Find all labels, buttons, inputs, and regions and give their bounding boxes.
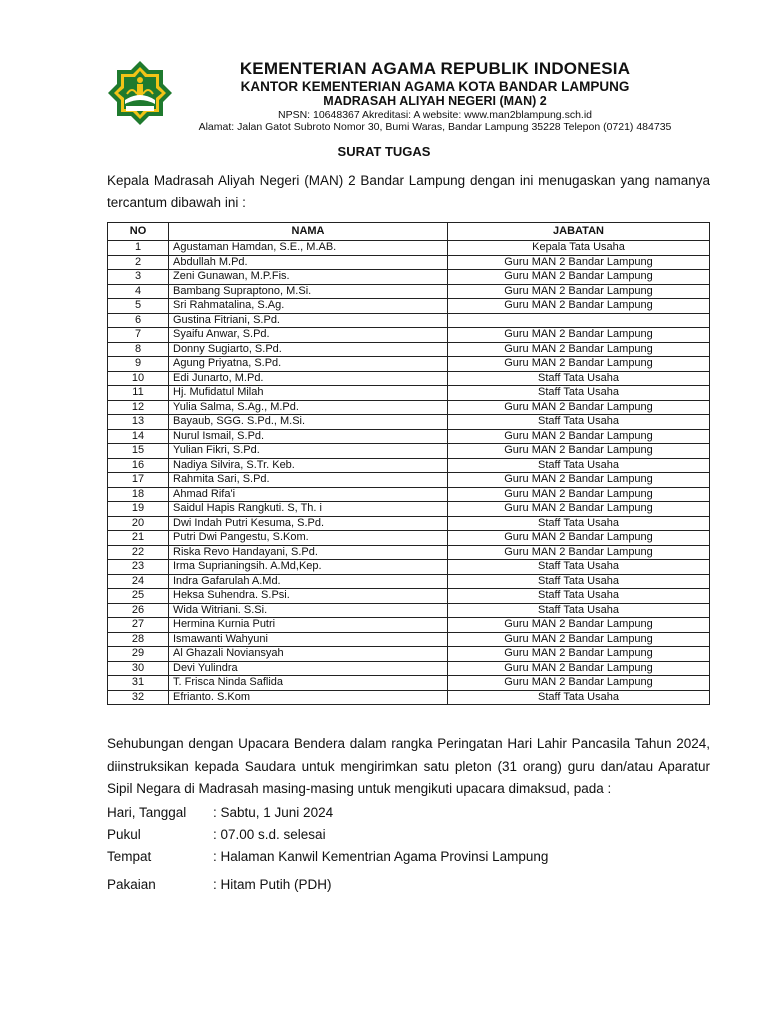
- cell-no: 14: [108, 429, 169, 444]
- cell-no: 13: [108, 415, 169, 430]
- table-row: [108, 502, 710, 517]
- cell-jabatan: Guru MAN 2 Bandar Lampung: [448, 357, 710, 372]
- cell-nama: Gustina Fitriani, S.Pd.: [169, 313, 448, 328]
- cell-jabatan: Guru MAN 2 Bandar Lampung: [448, 270, 710, 285]
- cell-no: 4: [108, 284, 169, 299]
- cell-no: 30: [108, 661, 169, 676]
- cell-nama: Donny Sugiarto, S.Pd.: [169, 342, 448, 357]
- cell-jabatan: Staff Tata Usaha: [448, 589, 710, 604]
- cell-jabatan: Guru MAN 2 Bandar Lampung: [448, 545, 710, 560]
- letterhead-address: Alamat: Jalan Gatot Subroto Nomor 30, Bumi Waras, Bandar Lampung 35228 Telepon (0721) 484735: [198, 121, 672, 133]
- cell-nama: Yulian Fikri, S.Pd.: [169, 444, 448, 459]
- detail-value: : Halaman Kanwil Kementrian Agama Provinsi Lampung: [213, 849, 549, 864]
- table-row: [108, 661, 710, 676]
- cell-nama: Hermina Kurnia Putri: [169, 618, 448, 633]
- cell-jabatan: Guru MAN 2 Bandar Lampung: [448, 444, 710, 459]
- table-row: [108, 647, 710, 662]
- cell-nama: Wida Witriani. S.Si.: [169, 603, 448, 618]
- cell-jabatan: Staff Tata Usaha: [448, 371, 710, 386]
- cell-jabatan: Guru MAN 2 Bandar Lampung: [448, 531, 710, 546]
- cell-no: 7: [108, 328, 169, 343]
- cell-jabatan: Guru MAN 2 Bandar Lampung: [448, 473, 710, 488]
- cell-nama: Edi Junarto, M.Pd.: [169, 371, 448, 386]
- table-row: [108, 473, 710, 488]
- cell-no: 16: [108, 458, 169, 473]
- cell-no: 31: [108, 676, 169, 691]
- table-row: [108, 386, 710, 401]
- table-row: [108, 560, 710, 575]
- table-row: [108, 574, 710, 589]
- cell-nama: Heksa Suhendra. S.Psi.: [169, 589, 448, 604]
- cell-jabatan: Guru MAN 2 Bandar Lampung: [448, 255, 710, 270]
- table-row: [108, 632, 710, 647]
- table-row: [108, 545, 710, 560]
- cell-nama: Nadiya Silvira, S.Tr. Keb.: [169, 458, 448, 473]
- cell-nama: Devi Yulindra: [169, 661, 448, 676]
- table-row: [108, 357, 710, 372]
- cell-no: 28: [108, 632, 169, 647]
- cell-no: 29: [108, 647, 169, 662]
- cell-nama: Rahmita Sari, S.Pd.: [169, 473, 448, 488]
- cell-no: 5: [108, 299, 169, 314]
- detail-label: Tempat: [107, 849, 152, 864]
- cell-no: 8: [108, 342, 169, 357]
- cell-jabatan: Guru MAN 2 Bandar Lampung: [448, 661, 710, 676]
- table-row: [108, 690, 710, 705]
- letterhead-npsn: NPSN: 10648367 Akreditasi: A website: www.man2blampung.sch.id: [277, 109, 592, 121]
- cell-jabatan: Guru MAN 2 Bandar Lampung: [448, 487, 710, 502]
- cell-no: 27: [108, 618, 169, 633]
- detail-value: : Hitam Putih (PDH): [213, 877, 332, 892]
- table-row: [108, 618, 710, 633]
- cell-jabatan: Staff Tata Usaha: [448, 458, 710, 473]
- table-row: [108, 400, 710, 415]
- cell-nama: Indra Gafarulah A.Md.: [169, 574, 448, 589]
- table-row: [108, 371, 710, 386]
- cell-jabatan: Guru MAN 2 Bandar Lampung: [448, 632, 710, 647]
- table-row: [108, 270, 710, 285]
- table-row: [108, 328, 710, 343]
- table-header-row: [108, 223, 710, 241]
- cell-jabatan: Guru MAN 2 Bandar Lampung: [448, 429, 710, 444]
- cell-nama: Efrianto. S.Kom: [169, 690, 448, 705]
- cell-jabatan: Guru MAN 2 Bandar Lampung: [448, 676, 710, 691]
- cell-nama: Hj. Mufidatul Milah: [169, 386, 448, 401]
- cell-nama: Syaifu Anwar, S.Pd.: [169, 328, 448, 343]
- cell-no: 9: [108, 357, 169, 372]
- cell-no: 20: [108, 516, 169, 531]
- cell-no: 15: [108, 444, 169, 459]
- detail-label: Pakaian: [107, 877, 156, 892]
- cell-no: 19: [108, 502, 169, 517]
- table-row: [108, 313, 710, 328]
- table-row: [108, 589, 710, 604]
- cell-nama: Irma Suprianingsih. A.Md,Kep.: [169, 560, 448, 575]
- table-row: [108, 241, 710, 256]
- cell-jabatan: Guru MAN 2 Bandar Lampung: [448, 618, 710, 633]
- cell-jabatan: Guru MAN 2 Bandar Lampung: [448, 299, 710, 314]
- cell-jabatan: Guru MAN 2 Bandar Lampung: [448, 647, 710, 662]
- table-row: [108, 255, 710, 270]
- cell-no: 32: [108, 690, 169, 705]
- cell-jabatan: Staff Tata Usaha: [448, 690, 710, 705]
- cell-no: 26: [108, 603, 169, 618]
- cell-jabatan: Guru MAN 2 Bandar Lampung: [448, 342, 710, 357]
- table-row: [108, 429, 710, 444]
- column-header-nama: NAMA: [169, 223, 448, 241]
- cell-nama: Agustaman Hamdan, S.E., M.AB.: [169, 241, 448, 256]
- cell-jabatan: Staff Tata Usaha: [448, 415, 710, 430]
- table-row: [108, 676, 710, 691]
- letterhead-school: MADRASAH ALIYAH NEGERI (MAN) 2: [323, 94, 547, 108]
- cell-no: 25: [108, 589, 169, 604]
- cell-nama: Bayaub, SGG. S.Pd., M.Si.: [169, 415, 448, 430]
- cell-no: 21: [108, 531, 169, 546]
- closing-paragraph: Sehubungan dengan Upacara Bendera dalam rangka Peringatan Hari Lahir Pancasila Tahun 2024, diinstruksikan kepada Saudara untuk mengirimkan satu pleton (31 orang) guru dan/atau Aparatur Sipil Negara di Madrasah masing-masing untuk mengikuti upacara dimaksud, pada :: [107, 736, 710, 796]
- cell-nama: Al Ghazali Noviansyah: [169, 647, 448, 662]
- cell-jabatan: Guru MAN 2 Bandar Lampung: [448, 502, 710, 517]
- cell-no: 22: [108, 545, 169, 560]
- cell-nama: Putri Dwi Pangestu, S.Kom.: [169, 531, 448, 546]
- cell-no: 2: [108, 255, 169, 270]
- cell-jabatan: Guru MAN 2 Bandar Lampung: [448, 400, 710, 415]
- table-body: [108, 241, 710, 705]
- cell-jabatan: Staff Tata Usaha: [448, 560, 710, 575]
- table-row: [108, 415, 710, 430]
- cell-nama: Agung Priyatna, S.Pd.: [169, 357, 448, 372]
- table-row: [108, 531, 710, 546]
- cell-nama: Zeni Gunawan, M.P.Fis.: [169, 270, 448, 285]
- cell-jabatan: Staff Tata Usaha: [448, 603, 710, 618]
- cell-jabatan: [448, 313, 710, 328]
- detail-label: Hari, Tanggal: [107, 805, 187, 820]
- cell-nama: Saidul Hapis Rangkuti. S, Th. i: [169, 502, 448, 517]
- column-header-jabatan: JABATAN: [448, 223, 710, 241]
- intro-paragraph: Kepala Madrasah Aliyah Negeri (MAN) 2 Bandar Lampung dengan ini menugaskan yang namanya tercantum dibawah ini :: [107, 173, 710, 210]
- cell-no: 11: [108, 386, 169, 401]
- cell-jabatan: Staff Tata Usaha: [448, 574, 710, 589]
- letterhead: [0, 0, 768, 133]
- document-title: SURAT TUGAS: [337, 144, 431, 159]
- column-header-no: NO: [108, 223, 169, 241]
- letterhead-ministry: KEMENTERIAN AGAMA REPUBLIK INDONESIA: [239, 59, 631, 78]
- table-row: [108, 342, 710, 357]
- table-row: [108, 444, 710, 459]
- cell-jabatan: Guru MAN 2 Bandar Lampung: [448, 328, 710, 343]
- cell-no: 3: [108, 270, 169, 285]
- cell-no: 1: [108, 241, 169, 256]
- table-row: [108, 603, 710, 618]
- cell-jabatan: Staff Tata Usaha: [448, 386, 710, 401]
- cell-nama: T. Frisca Ninda Saflida: [169, 676, 448, 691]
- detail-value: : 07.00 s.d. selesai: [213, 827, 326, 842]
- cell-no: 10: [108, 371, 169, 386]
- cell-nama: Yulia Salma, S.Ag., M.Pd.: [169, 400, 448, 415]
- assignment-table: [107, 222, 710, 705]
- cell-no: 24: [108, 574, 169, 589]
- cell-nama: Dwi Indah Putri Kesuma, S.Pd.: [169, 516, 448, 531]
- cell-nama: Abdullah M.Pd.: [169, 255, 448, 270]
- cell-nama: Riska Revo Handayani, S.Pd.: [169, 545, 448, 560]
- cell-nama: Sri Rahmatalina, S.Ag.: [169, 299, 448, 314]
- cell-nama: Ahmad Rifa'i: [169, 487, 448, 502]
- detail-label: Pukul: [107, 827, 141, 842]
- letterhead-office: KANTOR KEMENTERIAN AGAMA KOTA BANDAR LAMPUNG: [240, 79, 630, 94]
- cell-no: 23: [108, 560, 169, 575]
- cell-nama: Bambang Supraptono, M.Si.: [169, 284, 448, 299]
- table-row: [108, 284, 710, 299]
- table-row: [108, 487, 710, 502]
- cell-no: 17: [108, 473, 169, 488]
- cell-no: 6: [108, 313, 169, 328]
- cell-jabatan: Kepala Tata Usaha: [448, 241, 710, 256]
- cell-nama: Ismawanti Wahyuni: [169, 632, 448, 647]
- table-row: [108, 299, 710, 314]
- table-row: [108, 458, 710, 473]
- cell-jabatan: Guru MAN 2 Bandar Lampung: [448, 284, 710, 299]
- detail-value: : Sabtu, 1 Juni 2024: [213, 805, 334, 820]
- cell-jabatan: Staff Tata Usaha: [448, 516, 710, 531]
- cell-nama: Nurul Ismail, S.Pd.: [169, 429, 448, 444]
- cell-no: 18: [108, 487, 169, 502]
- cell-no: 12: [108, 400, 169, 415]
- table-row: [108, 516, 710, 531]
